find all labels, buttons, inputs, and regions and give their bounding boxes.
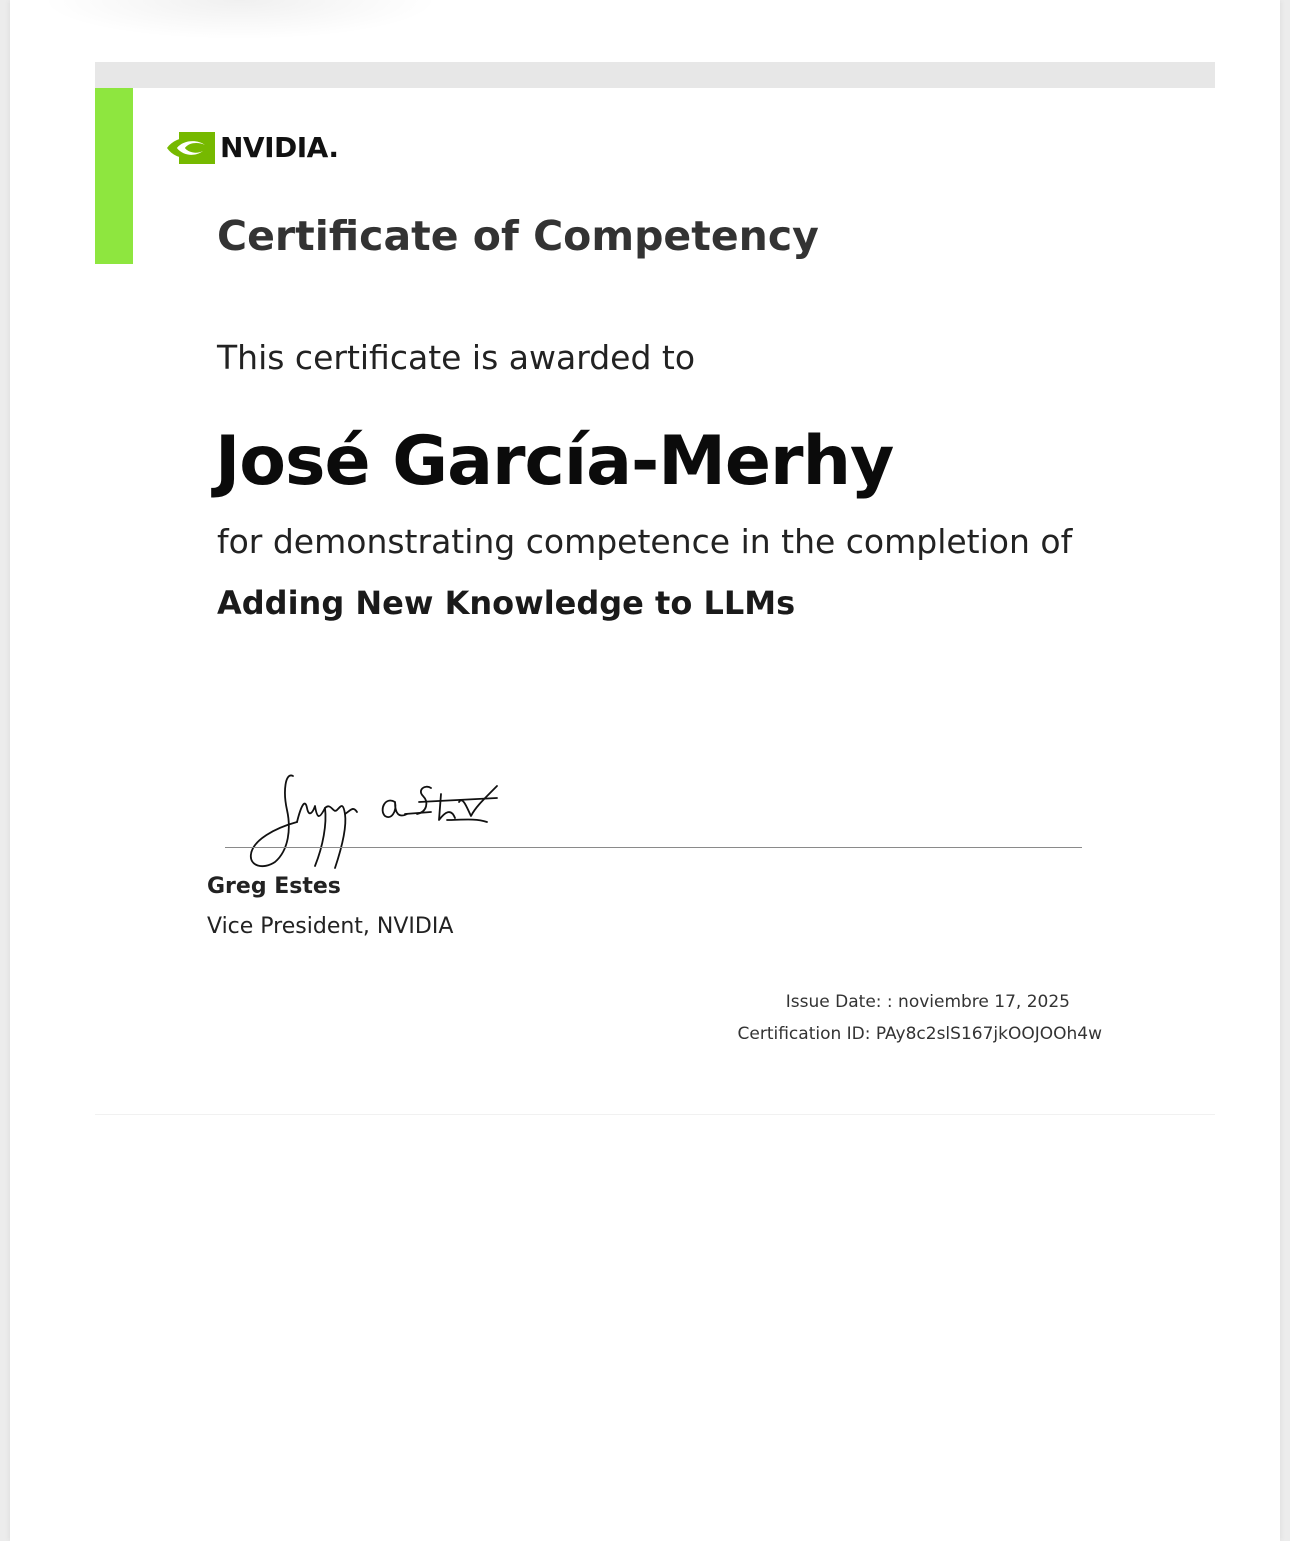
signature-line xyxy=(225,847,1082,848)
recipient-name: José García-Merhy xyxy=(215,422,894,501)
signatory-name: Greg Estes xyxy=(207,874,341,899)
signature-image xyxy=(235,762,535,872)
document-page xyxy=(10,0,1280,1541)
certificate-top-bar xyxy=(95,62,1215,88)
certificate-accent-bar xyxy=(95,88,133,264)
nvidia-logo xyxy=(165,130,339,166)
awarded-to-text: This certificate is awarded to xyxy=(217,338,696,377)
certificate-title: Certificate of Competency xyxy=(217,212,819,260)
top-shadow xyxy=(40,0,440,40)
nvidia-wordmark: NVIDIA. xyxy=(220,131,339,164)
certification-id: Certification ID: PAy8c2slS167jkOOJOOh4w xyxy=(737,1024,1102,1044)
course-name: Adding New Knowledge to LLMs xyxy=(217,584,796,622)
nvidia-eye-icon xyxy=(165,130,217,166)
issue-date: Issue Date: : noviembre 17, 2025 xyxy=(785,992,1070,1012)
certificate xyxy=(95,62,1215,1115)
competence-text: for demonstrating competence in the completion of xyxy=(217,522,1073,561)
signatory-title: Vice President, NVIDIA xyxy=(207,914,454,939)
